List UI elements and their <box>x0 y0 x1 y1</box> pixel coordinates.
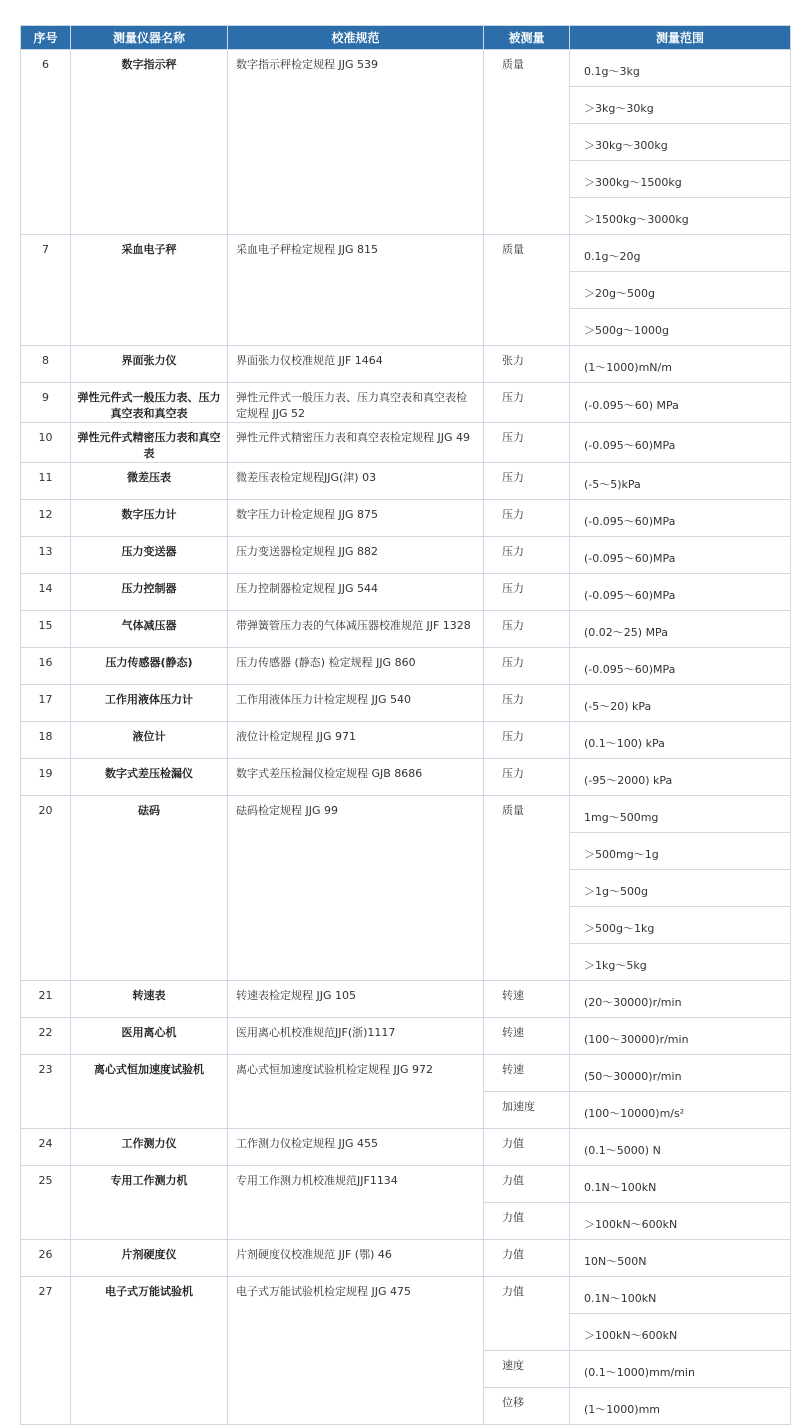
serial-number-cell: 22 <box>21 1018 71 1055</box>
serial-number-cell: 17 <box>21 685 71 722</box>
serial-number-cell: 16 <box>21 648 71 685</box>
calibration-spec-cell: 微差压表检定规程JJG(津) 03 <box>228 463 484 500</box>
table-row <box>21 611 791 648</box>
calibration-table <box>20 25 791 1425</box>
table-row <box>21 648 791 685</box>
measurement-range-cell: (0.02～25) MPa <box>570 611 791 648</box>
table-row <box>21 759 791 796</box>
measurand-cell: 力值 <box>484 1166 570 1203</box>
measurand-cell: 位移 <box>484 1388 570 1425</box>
measurand-cell: 压力 <box>484 685 570 722</box>
measurement-range-cell: ＞500g～1000g <box>570 309 791 346</box>
table-row <box>21 346 791 383</box>
calibration-spec-cell: 压力变送器检定规程 JJG 882 <box>228 537 484 574</box>
calibration-spec-cell: 离心式恒加速度试验机检定规程 JJG 972 <box>228 1055 484 1129</box>
measurand-cell: 加速度 <box>484 1092 570 1129</box>
table-row <box>21 1055 791 1092</box>
instrument-name-cell: 片剂硬度仪 <box>71 1240 228 1277</box>
measurement-range-cell: 0.1N～100kN <box>570 1277 791 1314</box>
header-row <box>21 26 791 50</box>
serial-number-cell: 13 <box>21 537 71 574</box>
instrument-name-cell: 界面张力仪 <box>71 346 228 383</box>
measurand-cell: 力值 <box>484 1129 570 1166</box>
calibration-spec-cell: 转速表检定规程 JJG 105 <box>228 981 484 1018</box>
serial-number-cell: 15 <box>21 611 71 648</box>
measurement-range-cell: (-0.095～60) MPa <box>570 383 791 423</box>
measurement-range-cell: (0.1～100) kPa <box>570 722 791 759</box>
measurement-range-cell: ＞3kg～30kg <box>570 87 791 124</box>
table-row <box>21 1240 791 1277</box>
instrument-name-cell: 电子式万能试验机 <box>71 1277 228 1425</box>
measurand-cell: 压力 <box>484 423 570 463</box>
measurand-cell: 力值 <box>484 1277 570 1351</box>
header-measurement-range: 测量范围 <box>570 26 791 50</box>
serial-number-cell: 10 <box>21 423 71 463</box>
measurement-range-cell: (100～30000)r/min <box>570 1018 791 1055</box>
measurement-range-cell: (-5～5)kPa <box>570 463 791 500</box>
measurand-cell: 力值 <box>484 1203 570 1240</box>
instrument-name-cell: 压力变送器 <box>71 537 228 574</box>
table-row <box>21 423 791 463</box>
measurand-cell: 张力 <box>484 346 570 383</box>
table-row <box>21 383 791 423</box>
instrument-name-cell: 工作用液体压力计 <box>71 685 228 722</box>
measurement-range-cell: (50～30000)r/min <box>570 1055 791 1092</box>
instrument-name-cell: 工作测力仪 <box>71 1129 228 1166</box>
measurand-cell: 转速 <box>484 1018 570 1055</box>
measurement-range-cell: (20～30000)r/min <box>570 981 791 1018</box>
measurement-range-cell: (0.1～1000)mm/min <box>570 1351 791 1388</box>
measurement-range-cell: ＞1500kg～3000kg <box>570 198 791 235</box>
calibration-spec-cell: 工作用液体压力计检定规程 JJG 540 <box>228 685 484 722</box>
table-row <box>21 981 791 1018</box>
serial-number-cell: 11 <box>21 463 71 500</box>
table-row <box>21 1129 791 1166</box>
measurand-cell: 压力 <box>484 463 570 500</box>
measurement-range-cell: 1mg～500mg <box>570 796 791 833</box>
measurand-cell: 转速 <box>484 1055 570 1092</box>
measurement-range-cell: (-95～2000) kPa <box>570 759 791 796</box>
calibration-spec-cell: 带弹簧管压力表的气体减压器校准规范 JJF 1328 <box>228 611 484 648</box>
measurand-cell: 压力 <box>484 500 570 537</box>
calibration-spec-cell: 界面张力仪校准规范 JJF 1464 <box>228 346 484 383</box>
measurement-range-cell: ＞20g～500g <box>570 272 791 309</box>
serial-number-cell: 7 <box>21 235 71 346</box>
table-row <box>21 1018 791 1055</box>
calibration-spec-cell: 片剂硬度仪校准规范 JJF (鄂) 46 <box>228 1240 484 1277</box>
measurement-range-cell: 10N～500N <box>570 1240 791 1277</box>
table-row <box>21 685 791 722</box>
measurement-range-cell: ＞100kN～600kN <box>570 1314 791 1351</box>
calibration-spec-cell: 弹性元件式一般压力表、压力真空表和真空表检定规程 JJG 52 <box>228 383 484 423</box>
measurement-range-cell: (-0.095～60)MPa <box>570 537 791 574</box>
table-row <box>21 1277 791 1314</box>
serial-number-cell: 9 <box>21 383 71 423</box>
instrument-name-cell: 压力控制器 <box>71 574 228 611</box>
instrument-name-cell: 数字指示秤 <box>71 50 228 235</box>
table-body <box>21 50 791 1425</box>
measurement-range-cell: (1～1000)mm <box>570 1388 791 1425</box>
measurand-cell: 质量 <box>484 796 570 981</box>
serial-number-cell: 20 <box>21 796 71 981</box>
instrument-name-cell: 数字压力计 <box>71 500 228 537</box>
header-serial-number: 序号 <box>21 26 71 50</box>
calibration-spec-cell: 工作测力仪检定规程 JJG 455 <box>228 1129 484 1166</box>
measurement-range-cell: ＞500g～1kg <box>570 907 791 944</box>
serial-number-cell: 6 <box>21 50 71 235</box>
measurand-cell: 压力 <box>484 383 570 423</box>
measurement-range-cell: ＞500mg～1g <box>570 833 791 870</box>
instrument-name-cell: 转速表 <box>71 981 228 1018</box>
measurement-range-cell: (0.1～5000) N <box>570 1129 791 1166</box>
measurand-cell: 转速 <box>484 981 570 1018</box>
measurement-range-cell: ＞1g～500g <box>570 870 791 907</box>
measurand-cell: 压力 <box>484 759 570 796</box>
measurement-range-cell: (-0.095～60)MPa <box>570 648 791 685</box>
instrument-name-cell: 气体减压器 <box>71 611 228 648</box>
instrument-name-cell: 采血电子秤 <box>71 235 228 346</box>
measurand-cell: 力值 <box>484 1240 570 1277</box>
measurement-range-cell: (-0.095～60)MPa <box>570 500 791 537</box>
calibration-spec-cell: 采血电子秤检定规程 JJG 815 <box>228 235 484 346</box>
calibration-spec-cell: 数字指示秤检定规程 JJG 539 <box>228 50 484 235</box>
measurement-range-cell: ＞300kg～1500kg <box>570 161 791 198</box>
table-row <box>21 537 791 574</box>
serial-number-cell: 14 <box>21 574 71 611</box>
measurand-cell: 压力 <box>484 611 570 648</box>
instrument-name-cell: 离心式恒加速度试验机 <box>71 1055 228 1129</box>
instrument-name-cell: 压力传感器(静态) <box>71 648 228 685</box>
table-row <box>21 1166 791 1203</box>
header-calibration-spec: 校准规范 <box>228 26 484 50</box>
serial-number-cell: 12 <box>21 500 71 537</box>
table-row <box>21 463 791 500</box>
calibration-spec-cell: 压力传感器 (静态) 检定规程 JJG 860 <box>228 648 484 685</box>
table-row <box>21 500 791 537</box>
measurement-range-cell: (-0.095～60)MPa <box>570 423 791 463</box>
header-instrument-name: 测量仪器名称 <box>71 26 228 50</box>
instrument-name-cell: 微差压表 <box>71 463 228 500</box>
serial-number-cell: 27 <box>21 1277 71 1425</box>
measurement-range-cell: (100～10000)m/s² <box>570 1092 791 1129</box>
serial-number-cell: 18 <box>21 722 71 759</box>
instrument-name-cell: 弹性元件式一般压力表、压力真空表和真空表 <box>71 383 228 423</box>
calibration-spec-cell: 弹性元件式精密压力表和真空表检定规程 JJG 49 <box>228 423 484 463</box>
table-row <box>21 574 791 611</box>
measurand-cell: 压力 <box>484 722 570 759</box>
serial-number-cell: 25 <box>21 1166 71 1240</box>
calibration-spec-cell: 液位计检定规程 JJG 971 <box>228 722 484 759</box>
measurement-range-cell: ＞30kg～300kg <box>570 124 791 161</box>
serial-number-cell: 24 <box>21 1129 71 1166</box>
measurement-range-cell: (-0.095～60)MPa <box>570 574 791 611</box>
calibration-spec-cell: 数字压力计检定规程 JJG 875 <box>228 500 484 537</box>
table-row <box>21 722 791 759</box>
measurement-range-cell: ＞100kN～600kN <box>570 1203 791 1240</box>
measurand-cell: 质量 <box>484 50 570 235</box>
calibration-spec-cell: 砝码检定规程 JJG 99 <box>228 796 484 981</box>
serial-number-cell: 21 <box>21 981 71 1018</box>
measurement-range-cell: 0.1g～20g <box>570 235 791 272</box>
calibration-spec-cell: 数字式差压检漏仪检定规程 GJB 8686 <box>228 759 484 796</box>
calibration-spec-cell: 专用工作测力机校准规范JJF1134 <box>228 1166 484 1240</box>
instrument-name-cell: 专用工作测力机 <box>71 1166 228 1240</box>
measurand-cell: 压力 <box>484 574 570 611</box>
header-measurand: 被测量 <box>484 26 570 50</box>
serial-number-cell: 26 <box>21 1240 71 1277</box>
measurand-cell: 速度 <box>484 1351 570 1388</box>
table-header <box>21 26 791 50</box>
serial-number-cell: 23 <box>21 1055 71 1129</box>
calibration-spec-cell: 电子式万能试验机检定规程 JJG 475 <box>228 1277 484 1425</box>
measurand-cell: 压力 <box>484 648 570 685</box>
measurement-range-cell: ＞1kg～5kg <box>570 944 791 981</box>
instrument-name-cell: 弹性元件式精密压力表和真空表 <box>71 423 228 463</box>
measurement-range-cell: (-5～20) kPa <box>570 685 791 722</box>
serial-number-cell: 19 <box>21 759 71 796</box>
measurand-cell: 质量 <box>484 235 570 346</box>
table-row <box>21 50 791 87</box>
measurement-range-cell: 0.1N～100kN <box>570 1166 791 1203</box>
table-row <box>21 796 791 833</box>
instrument-name-cell: 液位计 <box>71 722 228 759</box>
instrument-name-cell: 数字式差压检漏仪 <box>71 759 228 796</box>
measurand-cell: 压力 <box>484 537 570 574</box>
calibration-spec-cell: 医用离心机校准规范JJF(浙)1117 <box>228 1018 484 1055</box>
table-row <box>21 235 791 272</box>
measurement-range-cell: (1～1000)mN/m <box>570 346 791 383</box>
serial-number-cell: 8 <box>21 346 71 383</box>
measurement-range-cell: 0.1g～3kg <box>570 50 791 87</box>
instrument-name-cell: 医用离心机 <box>71 1018 228 1055</box>
calibration-spec-cell: 压力控制器检定规程 JJG 544 <box>228 574 484 611</box>
instrument-name-cell: 砝码 <box>71 796 228 981</box>
